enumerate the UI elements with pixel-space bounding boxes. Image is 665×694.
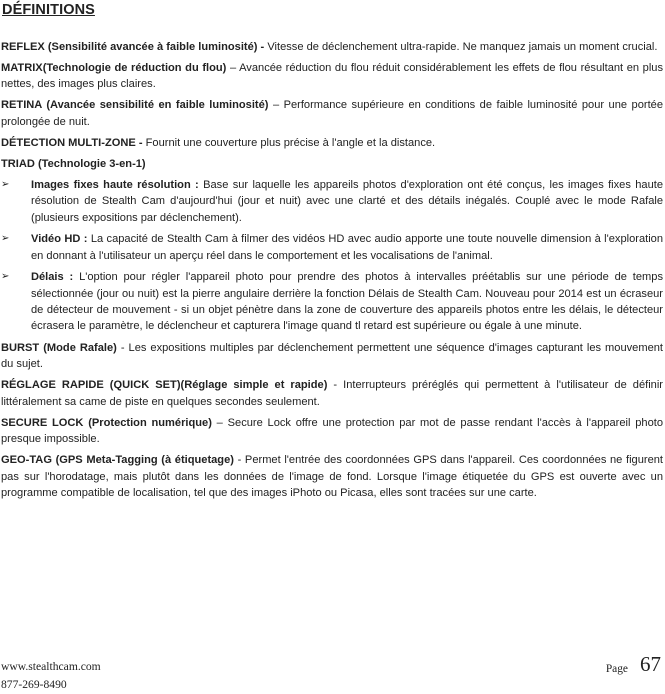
definition-multi-zone (1, 135, 663, 151)
definition-description: Fournit une couverture plus précise à l'angle et la distance. (142, 136, 436, 149)
triad-item-term: Images fixes haute résolution : (31, 178, 199, 191)
definition-triad (1, 156, 663, 172)
triad-item-description: L'option pour régler l'appareil photo pour prendre des photos à intervalles préétablis sur une période de temps sélectionnée (jour ou nuit) est la pierre angulaire derrière la fonction Délais de Stealth Cam. Nouveau pour 2014 est un écraseur de détecteur de mouvement - si un objet pénètre dans la zone de couverture des appareils photos entre les délais, le détecteur écrasera le paramètre, le déclencheur et capturera l'image quand tl retard est supérieure ou égale à une minute. (31, 271, 664, 333)
definition-term: GEO-TAG (GPS Meta-Tagging (à étiquetage) (1, 454, 234, 467)
definition-description: – Avancée réduction du flou réduit considérablement les effets de flou résultant en plus nettes, des images plus claires. (1, 62, 663, 91)
definition-description: - Interrupteurs préréglés qui permettent à l'utilisateur de définir littéralement sa came de piste en quelques secondes seulement. (1, 379, 664, 408)
definition-quick-set (1, 377, 663, 410)
definition-burst (1, 340, 663, 373)
footer-page (606, 652, 661, 676)
triad-item-images (1, 177, 663, 226)
triad-item-term: Délais : (31, 271, 74, 284)
definition-geo-tag (1, 452, 663, 501)
definition-term: REFLEX (Sensibilité avancée à faible luminosité) - (1, 41, 265, 53)
page-title: DÉFINITIONS (2, 2, 95, 18)
triad-item-video (1, 231, 663, 264)
arrow-bullet-icon: ➢ (1, 178, 10, 190)
definition-description: – Secure Lock offre une protection par mot de passe rendant l'accès à l'appareil photo presque impossible. (1, 416, 664, 446)
definition-description: – Performance supérieure en conditions de faible luminosité pour une portée prolongée de nuit. (1, 99, 663, 128)
footer-website: www.stealthcam.com (1, 660, 101, 673)
page-label: Page (605, 663, 628, 675)
page-number: 67 (640, 652, 661, 676)
triad-item-description: La capacité de Stealth Cam à filmer des vidéos HD avec audio apporte une toute nouvelle dimension à l'exploration en donnant à l'utilisateur un aperçu réel dans le comportement et les vocalisations de l'animal. (31, 233, 663, 262)
triad-bullet-list (1, 177, 663, 335)
definition-description: - Permet l'entrée des coordonnées GPS dans l'appareil. Ces coordonnées ne figurent pas sur l'horodatage, mais plutôt dans les données de l'image de fond. Lorsque l'image étiquetée du GPS est ouverte avec un programme compatible de localisation, tel que des images iPhoto ou Picasa, elles sont tracées sur une carte. (1, 454, 663, 500)
triad-item-term: Vidéo HD : (31, 233, 88, 246)
definition-description: Vitesse de déclenchement ultra-rapide. Ne manquez jamais un moment crucial. (264, 41, 658, 53)
definition-retina (1, 97, 663, 130)
arrow-bullet-icon: ➢ (1, 233, 10, 245)
arrow-bullet-icon: ➢ (1, 271, 10, 283)
definitions-content (1, 39, 663, 506)
definition-term: BURST (Mode Rafale) (1, 342, 117, 355)
definition-term: TRIAD (Technologie 3-en-1) (1, 157, 146, 170)
footer-contact (1, 658, 101, 694)
definition-description: - Les expositions multiples par déclenchement permettent une séquence d'images capturant les mouvement du sujet. (1, 342, 663, 371)
triad-item-delays (1, 269, 663, 335)
footer-phone: 877-269-8490 (1, 678, 67, 691)
definition-matrix (1, 60, 663, 93)
definition-term: RETINA (Avancée sensibilité en faible luminosité) (1, 99, 269, 112)
definition-term: SECURE LOCK (Protection numérique) (1, 416, 212, 429)
definition-term: MATRIX(Technologie de réduction du flou) (1, 62, 227, 74)
triad-item-description: Base sur laquelle les appareils photos d'exploration ont été conçus, les images fixes haute résolution de Stealth Cam d'aujourd'hui (jour et nuit) avec une clarté et des détails inégalés. Couplé avec le mode Rafale (plusieurs expositions par déclenchement). (31, 178, 663, 224)
definition-reflex (1, 39, 663, 55)
definition-term: RÉGLAGE RAPIDE (QUICK SET)(Réglage simple et rapide) (1, 379, 328, 392)
definition-secure-lock (1, 415, 663, 448)
definition-term: DÉTECTION MULTI-ZONE - (1, 136, 143, 149)
